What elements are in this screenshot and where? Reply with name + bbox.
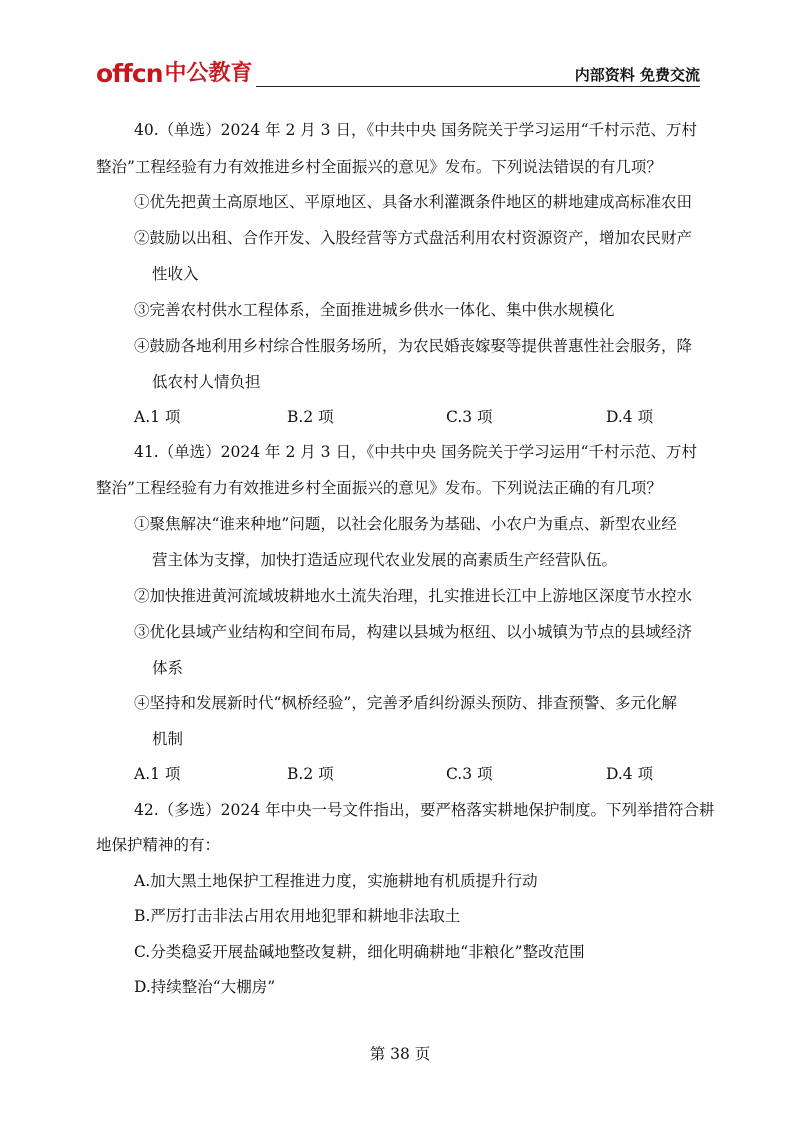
question-41-option-b: B.2 项	[287, 765, 334, 783]
question-41-stem-line1: 41.（单选）2024 年 2 月 3 日，《中共中央 国务院关于学习运用“千村示范、万村	[134, 443, 698, 461]
question-41-item-3: ③优化县域产业结构和空间布局，构建以县城为枢纽、以小城镇为节点的县域经济	[134, 623, 693, 641]
logo-text-cn: 中公教育	[164, 61, 253, 86]
question-41-item-1: ①聚焦解决“谁来种地”问题，以社会化服务为基础、小农户为重点、新型农业经	[134, 515, 677, 533]
question-41-item-3-cont: 体系	[152, 659, 184, 677]
question-40-option-a: A.1 项	[134, 408, 181, 426]
question-41-item-2: ②加快推进黄河流域坡耕地水土流失治理，扎实推进长江中上游地区深度节水控水	[134, 587, 693, 605]
offcn-logo	[96, 58, 253, 88]
question-40-item-2: ②鼓励以出租、合作开发、入股经营等方式盘活利用农村资源资产，增加农民财产	[134, 229, 693, 247]
question-41-item-4: ④坚持和发展新时代“枫桥经验”，完善矛盾纠纷源头预防、排查预警、多元化解	[134, 694, 677, 712]
page-number: 第 38 页	[369, 1045, 431, 1063]
header-divider	[256, 86, 700, 87]
question-40-item-3: ③完善农村供水工程体系，全面推进城乡供水一体化、集中供水规模化	[134, 301, 615, 319]
question-41-option-d: D.4 项	[606, 765, 654, 783]
question-42-option-d: D.持续整治“大棚房”	[134, 978, 276, 996]
question-40-item-1: ①优先把黄土高原地区、平原地区、具备水利灌溉条件地区的耕地建成高标准农田	[134, 193, 693, 211]
question-41-option-c: C.3 项	[446, 765, 493, 783]
question-40-stem-line1: 40.（单选）2024 年 2 月 3 日，《中共中央 国务院关于学习运用“千村示范、万村	[134, 121, 698, 139]
question-41-item-1-cont: 营主体为支撑，加快打造适应现代农业发展的高素质生产经营队伍。	[152, 551, 618, 569]
question-40-item-2-cont: 性收入	[152, 265, 199, 283]
question-42-option-a: A.加大黑土地保护工程推进力度，实施耕地有机质提升行动	[134, 872, 538, 890]
logo-text-en: offcn	[96, 59, 163, 88]
question-42-option-b: B.严厉打击非法占用农用地犯罪和耕地非法取土	[134, 907, 461, 925]
question-40-stem-line2: 整治”工程经验有力有效推进乡村全面振兴的意见》发布。下列说法错误的有几项？	[96, 158, 662, 176]
page-header	[96, 58, 700, 88]
header-note: 内部资料 免费交流	[574, 66, 700, 84]
question-40-option-d: D.4 项	[606, 408, 654, 426]
question-41-stem-line2: 整治”工程经验有力有效推进乡村全面振兴的意见》发布。下列说法正确的有几项？	[96, 479, 662, 497]
question-42-stem-line1: 42.（多选）2024 年中央一号文件指出，要严格落实耕地保护制度。下列举措符合耕	[134, 801, 715, 819]
question-41-option-a: A.1 项	[134, 765, 181, 783]
question-42-stem-line2: 地保护精神的有：	[96, 836, 221, 854]
question-40-item-4: ④鼓励各地利用乡村综合性服务场所，为农民婚丧嫁娶等提供普惠性社会服务，降	[134, 337, 693, 355]
question-42-option-c: C.分类稳妥开展盐碱地整改复耕，细化明确耕地“非粮化”整改范围	[134, 943, 585, 961]
question-40-option-b: B.2 项	[287, 408, 334, 426]
question-41-item-4-cont: 机制	[152, 730, 184, 748]
question-40-item-4-cont: 低农村人情负担	[152, 373, 261, 391]
question-40-option-c: C.3 项	[446, 408, 493, 426]
